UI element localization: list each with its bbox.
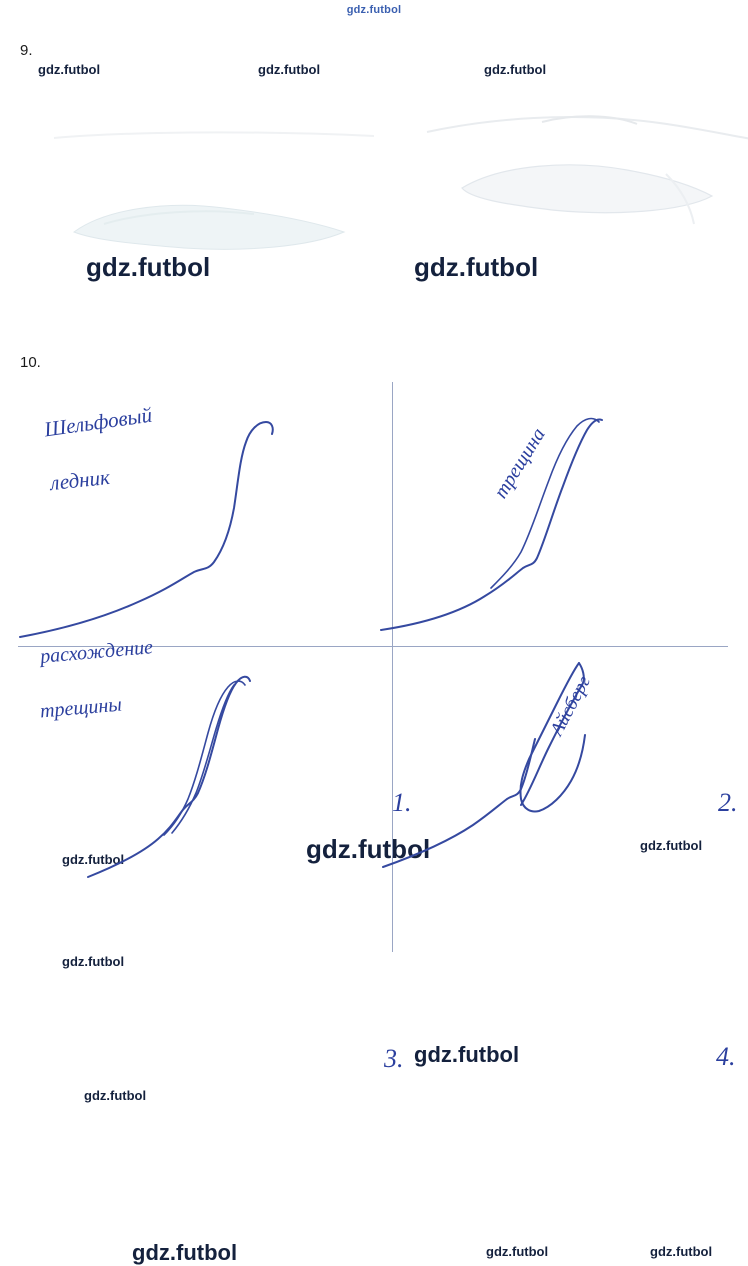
watermark: gdz.futbol xyxy=(84,1088,147,1103)
hand-label-shelf: Шельфовый xyxy=(42,402,154,442)
cell-number-2: 2. xyxy=(718,788,738,817)
hand-label-crack: трещина xyxy=(489,424,550,503)
cell-number-1: 1. xyxy=(392,788,412,817)
cell-number-4: 4. xyxy=(716,1042,736,1071)
iceberg-drawing-4 xyxy=(373,647,728,912)
watermark: gdz.futbol xyxy=(258,62,321,77)
watermark-top: gdz.futbol xyxy=(346,4,402,16)
watermark: gdz.futbol xyxy=(62,954,125,969)
hand-label-lednik: ледник xyxy=(48,464,111,496)
drawing-cell-2 xyxy=(373,382,728,647)
watermark: gdz.futbol xyxy=(640,838,703,853)
task-number-9: 9. xyxy=(20,42,33,59)
drawing-cell-3 xyxy=(18,636,373,912)
task-number-10: 10. xyxy=(20,354,41,371)
watermark: gdz.futbol xyxy=(414,252,539,282)
watermark: gdz.futbol xyxy=(650,1244,713,1259)
glacier-crack-drawing-2 xyxy=(373,382,728,647)
watermark: gdz.futbol xyxy=(414,1042,520,1067)
watermark: gdz.futbol xyxy=(306,834,431,864)
watermark: gdz.futbol xyxy=(38,62,101,77)
hand-label-divergence: расхождение xyxy=(39,636,154,668)
watermark: gdz.futbol xyxy=(132,1240,238,1265)
watermark: gdz.futbol xyxy=(484,62,547,77)
drawing-cell-4 xyxy=(373,647,728,912)
task10-drawing-grid xyxy=(18,382,738,1265)
watermark: gdz.futbol xyxy=(486,1244,549,1259)
cell-number-3: 3. xyxy=(384,1044,404,1073)
watermark: gdz.futbol xyxy=(62,852,125,867)
hand-label-cracks: трещины xyxy=(39,693,123,723)
watermark: gdz.futbol xyxy=(86,252,211,282)
glacier-divergence-drawing-3 xyxy=(18,647,373,912)
drawing-cell-1 xyxy=(18,382,373,647)
hand-label-iceberg: Айсберг xyxy=(546,672,596,740)
